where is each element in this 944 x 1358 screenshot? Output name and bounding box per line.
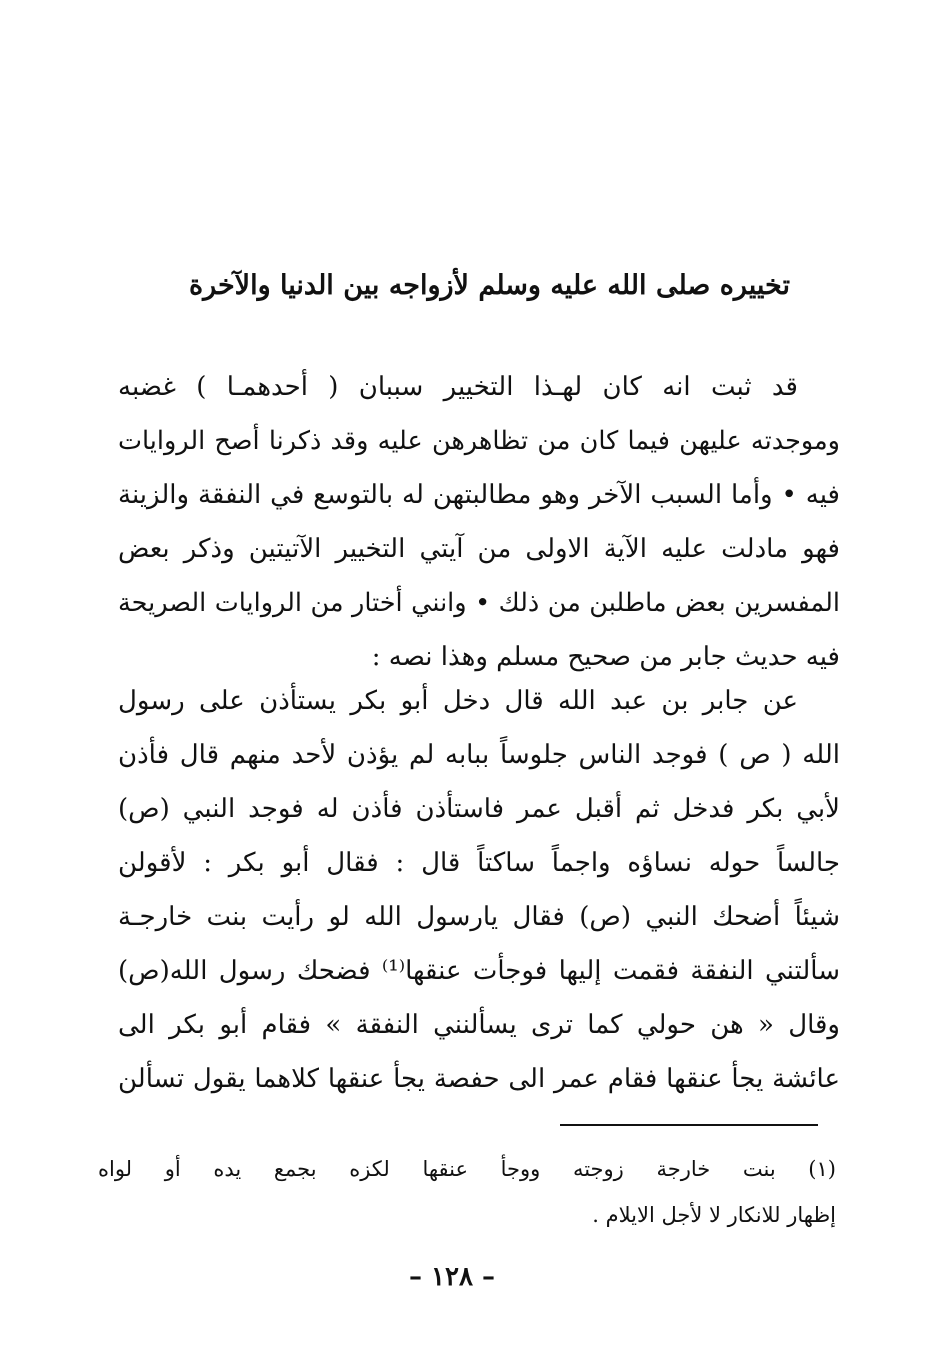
- text-line: سألتني النفقة فقمت إليها فوجأت عنقها⁽¹⁾ فضحك رسول الله(ص): [118, 956, 840, 986]
- text-line: الله ( ص ) فوجد الناس جلوساً ببابه لم يؤذن لأحد منهم قال فأذن: [118, 740, 840, 770]
- footnote-line: إظهار للانكار لا لأجل الايلام .: [592, 1203, 836, 1227]
- text-line: فيه حديث جابر من صحيح مسلم وهذا نصه :: [371, 642, 840, 672]
- paragraph-2: [118, 674, 840, 1106]
- footnote-divider: [560, 1124, 818, 1126]
- footnote-line: (١) بنت خارجة زوجته ووجأ عنقها لكزه بجمع يده أو لواه: [98, 1157, 836, 1181]
- page-number: – ١٢٨ –: [408, 1262, 496, 1292]
- text-line: لأبي بكر فدخل ثم أقبل عمر فاستأذن فأذن له فوجد النبي (ص): [118, 794, 840, 824]
- text-line: جالساً حوله نساؤه واجماً ساكتاً قال : فقال أبو بكر : لأقولن: [118, 848, 840, 878]
- text-line: شيئاً أضحك النبي (ص) فقال يارسول الله لو رأيت بنت خارجـة: [118, 902, 840, 932]
- paragraph-1: [118, 360, 840, 684]
- text-line: عن جابر بن عبد الله قال دخل أبو بكر يستأذن على رسول: [118, 686, 798, 716]
- footnote: [98, 1146, 836, 1238]
- text-line: فهو مادلت عليه الآية الاولى من آيتي التخيير الآتيتين وذكر بعض: [118, 534, 840, 564]
- text-line: وموجدته عليهن فيما كان من تظاهرهن عليه وقد ذكرنا أصح الروايات: [118, 426, 840, 456]
- text-line: فيه • وأما السبب الآخر وهو مطالبتهن له بالتوسع في النفقة والزينة: [118, 480, 840, 510]
- text-line: وقال « هن حولي كما ترى يسألنني النفقة » فقام أبو بكر الى: [118, 1010, 840, 1040]
- text-line: المفسرين بعض ماطلبن من ذلك • وانني أختار من الروايات الصريحة: [118, 588, 840, 618]
- text-line: عائشة يجأ عنقها فقام عمر الى حفصة يجأ عنقها كلاهما يقول تسألن: [118, 1064, 840, 1094]
- chapter-title: تخييره صلى الله عليه وسلم لأزواجه بين الدنيا والآخرة: [188, 270, 790, 301]
- text-line: قد ثبت انه كان لهـذا التخيير سببان ( أحدهمـا ) غضبه: [118, 372, 798, 402]
